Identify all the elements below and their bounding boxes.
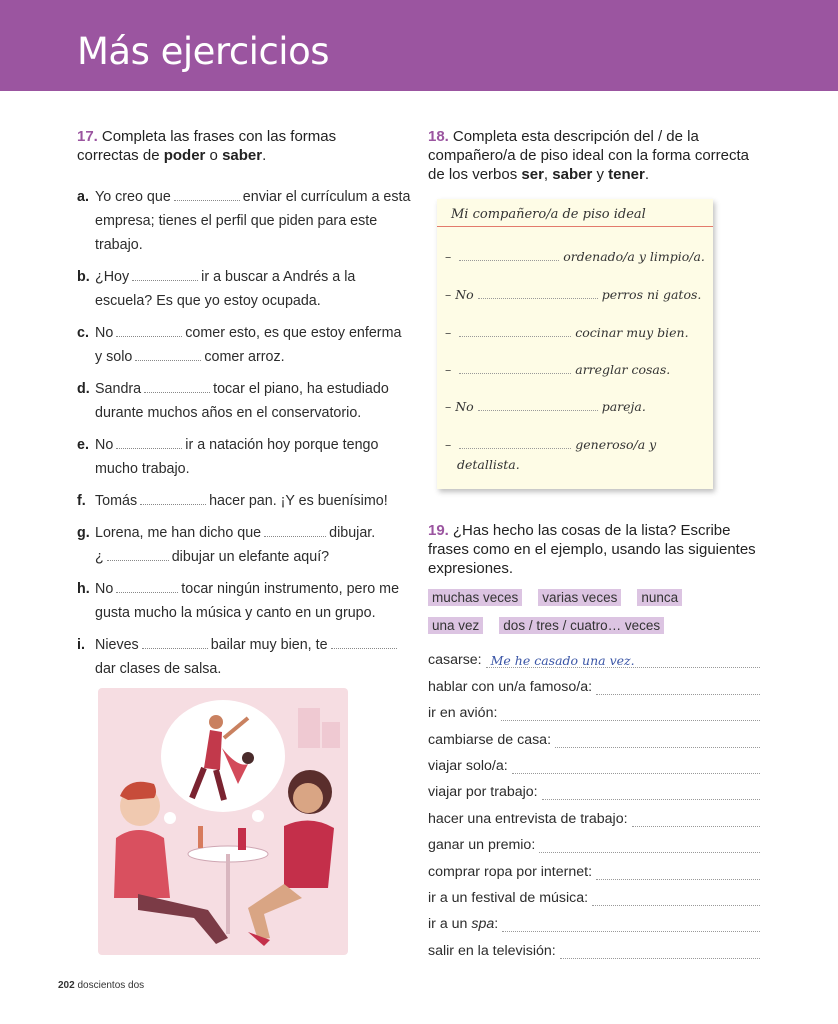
verb-tener: tener [608,166,645,183]
separator-text: , [543,166,553,183]
answer-blank[interactable] [142,635,208,649]
answer-blank[interactable] [144,379,210,393]
answer-blank[interactable] [478,399,598,411]
row-text: generoso/a y [575,437,657,452]
page-title: Más ejercicios [77,30,329,73]
row-prefix: – No [445,399,474,414]
building-icon [298,708,320,748]
exercise-item [77,577,412,625]
activity-label: viajar solo/a: [428,757,508,774]
answer-row [428,748,760,774]
row-prefix: – [445,325,452,340]
activity-label: ir en avión: [428,705,498,722]
item-text: dibujar. [329,525,376,541]
item-text: hacer pan. ¡Y es buenísimo! [209,493,388,509]
activity-label: cambiarse de casa: [428,731,552,748]
exercise-17-number: 17. [77,128,98,145]
answer-blank[interactable] [459,437,571,449]
answer-row [428,721,760,747]
answer-blank[interactable] [478,287,598,299]
note-row [445,287,707,302]
verb-ser: ser [521,166,544,183]
expression-tags-row [428,589,768,607]
bubble-dot-icon [252,810,264,822]
item-text: ir a buscar a Andrés a la escuela? Es que yo estoy ocupada. [95,269,356,309]
activity-label: comprar ropa por internet: [428,863,593,880]
activity-label: ir a un festival de música: [428,889,589,906]
answer-blank[interactable] [459,249,559,261]
answer-blank[interactable] [174,187,240,201]
item-letter: f. [77,493,86,509]
exercise-19-list [428,642,760,959]
item-text: No [95,581,114,597]
item-text: No [95,325,114,341]
page-footer [58,980,144,991]
activity-label: casarse: [428,652,482,669]
note-row-continued: detallista. [457,457,520,472]
answer-line[interactable] [539,836,760,853]
ideal-roommate-note [437,199,713,489]
note-row [445,437,707,452]
exercise-17-title [77,127,397,165]
building-icon [322,722,340,748]
activity-label: ganar un premio: [428,837,536,854]
answer-line[interactable] [512,757,760,774]
answer-row [428,906,760,932]
answer-blank[interactable] [116,323,182,337]
row-prefix: – No [445,287,474,302]
activity-label: hablar con un/a famoso/a: [428,678,593,695]
note-red-line [437,226,713,227]
answer-row [428,932,760,958]
answer-row [428,800,760,826]
exercise-17-list [77,185,412,689]
title-end: . [262,147,267,164]
activity-label-end: : [494,916,499,933]
item-letter: a. [77,189,89,205]
exercise-19-title [428,521,768,578]
answer-blank[interactable] [331,635,397,649]
answer-row [428,695,760,721]
activity-label: salir en la televisión: [428,942,556,959]
page-number: 202 [58,980,75,991]
exercise-19-number: 19. [428,522,449,539]
answer-blank[interactable] [264,523,326,537]
exercise-item [77,321,412,369]
exercise-19-instructions: ¿Has hecho las cosas de la lista? Escribe frases como en el ejemplo, usando las siguientes expresiones. [428,522,756,577]
expression-tag: varias veces [538,589,621,606]
exercise-18-number: 18. [428,128,449,145]
bubble-dot-icon [164,812,176,824]
expression-tag: dos / tres / cuatro… veces [499,617,664,634]
answer-blank[interactable] [459,362,571,374]
answer-line[interactable] [592,889,760,906]
page-number-text: doscientos dos [77,980,145,991]
item-letter: d. [77,381,90,397]
exercise-item [77,377,412,425]
answer-blank[interactable] [116,579,178,593]
answer-blank[interactable] [140,491,206,505]
verb-saber: saber [222,147,263,164]
expression-tag: nunca [637,589,682,606]
spa-word: spa [471,916,495,933]
item-text: comer arroz. [204,349,285,365]
item-text: Yo creo que [95,189,171,205]
answer-row [428,853,760,879]
activity-label [428,916,498,932]
item-text: Lorena, me han dicho que [95,525,262,541]
activity-label: hacer una entrevista de trabajo: [428,810,628,827]
item-text: ¿ [95,549,104,565]
item-text: dar clases de salsa. [95,661,222,677]
item-text: comer esto, es que estoy enferma y solo [95,325,402,365]
item-text: dibujar un elefante aquí? [171,549,330,565]
item-text: Sandra [95,381,142,397]
item-letter: c. [77,325,89,341]
activity-label-text: ir a un [428,916,472,933]
item-text: Nieves [95,637,139,653]
verb-poder: poder [163,147,206,164]
answer-blank[interactable] [135,347,201,361]
row-prefix: – [445,249,452,264]
exercise-item [77,489,412,513]
expression-tags-row [428,617,768,635]
expression-tag: muchas veces [428,589,522,606]
exercise-item [77,633,412,681]
item-text: tocar ningún instrumento, pero me gusta mucho la música y canto en un grupo. [95,581,400,621]
answer-blank[interactable] [132,267,198,281]
note-row [445,249,707,264]
row-text: pareja. [601,399,646,414]
exercise-item [77,521,412,569]
answer-row [428,668,760,694]
row-text: arreglar cosas. [575,362,671,377]
row-text: perros ni gatos. [601,287,702,302]
item-letter: b. [77,269,90,285]
exercise-item [77,265,412,313]
answer-line[interactable] [542,783,760,800]
answer-blank[interactable] [459,325,571,337]
example-answer: Me he casado una vez. [490,653,635,669]
note-row [445,362,707,377]
cafe-dance-illustration [98,688,348,955]
item-text: Tomás [95,493,138,509]
answer-line[interactable] [632,810,760,827]
exercise-18-instructions: Completa esta descripción del / de la compañero/a de piso ideal con la forma correcta de los verbos [428,128,750,183]
activity-label: viajar por trabajo: [428,784,538,801]
answer-line[interactable] [555,731,760,748]
exercise-18-title [428,127,768,184]
item-letter: g. [77,525,90,541]
answer-line[interactable] [596,863,760,880]
item-text: tocar el piano, ha estudiado durante muchos años en el conservatorio. [95,381,389,421]
answer-line[interactable] [501,704,760,721]
separator-text: y [592,166,609,183]
item-text: ir a natación hoy porque tengo mucho trabajo. [95,437,379,477]
answer-line[interactable] [596,678,760,695]
note-row [445,325,707,340]
answer-line[interactable] [502,915,760,932]
title-end: . [644,166,649,183]
page-header [0,0,838,91]
answer-row [428,774,760,800]
item-text: ¿Hoy [95,269,130,285]
item-letter: i. [77,637,85,653]
answer-row [428,880,760,906]
note-title: Mi compañero/a de piso ideal [451,207,646,222]
answer-blank[interactable] [107,547,169,561]
expression-tag: una vez [428,617,483,634]
item-text: enviar el currículum a esta empresa; tienes el perfil que piden para este trabajo. [95,189,411,253]
exercise-item [77,185,412,257]
item-text: No [95,437,114,453]
answer-blank[interactable] [116,435,182,449]
answer-line[interactable] [486,651,760,668]
row-prefix: – [445,437,452,452]
verb-saber: saber [552,166,593,183]
item-text: bailar muy bien, te [210,637,328,653]
answer-row [428,827,760,853]
answer-row [428,642,760,668]
row-prefix: – [445,362,452,377]
exercise-17-instructions: Completa las frases con las formas correctas de [77,128,337,164]
item-letter: h. [77,581,90,597]
conjunction-text: o [205,147,223,164]
item-letter: e. [77,437,89,453]
exercise-item [77,433,412,481]
row-text: cocinar muy bien. [575,325,689,340]
note-row [445,399,707,414]
row-text: ordenado/a y limpio/a. [563,249,705,264]
answer-line[interactable] [560,942,760,959]
